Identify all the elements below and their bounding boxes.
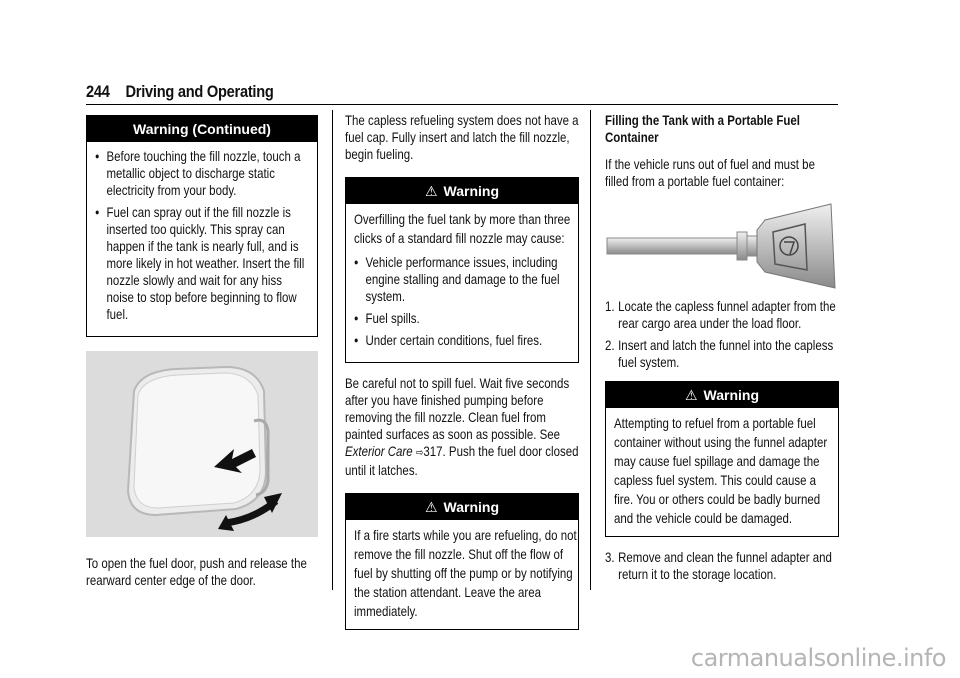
- section-title: Driving and Operating: [125, 82, 274, 101]
- page-number: 244: [86, 82, 110, 101]
- warning-bullet: ● Vehicle performance issues, including engine stalling and damage to the fuel system.: [354, 254, 575, 305]
- header-rule: [86, 104, 838, 105]
- warning-continued-box: [86, 115, 318, 337]
- page-ref-arrow-icon: ⇨: [415, 447, 424, 459]
- warning-portable-text: Attempting to refuel from a portable fuel container without using the funnel adapter may cause fuel spillage and damage the capless fuel system. This could cause a fire. You or others could be badly burned and the vehicle could be damaged.: [614, 415, 828, 526]
- exterior-care-page[interactable]: 317: [423, 443, 443, 459]
- warning-overfill-text: Overfilling the fuel tank by more than three clicks of a standard fill nozzle may cause:: [354, 211, 571, 246]
- warning-bullet: ● Fuel can spray out if the fill nozzle is inserted too quickly. This spray can happen if the tank is nearly full, and is more likely in hot weather. Insert the fill nozzle slowly and wait for any hiss noise to stop before beginning to flow fuel.: [95, 204, 308, 323]
- warning-triangle-icon: ⚠: [424, 499, 438, 515]
- watermark: carmanualsonline.info: [690, 644, 946, 672]
- warning-portable-box: [605, 381, 839, 537]
- warning-triangle-icon: ⚠: [424, 183, 438, 199]
- portable-container-intro: If the vehicle runs out of fuel and must be filled from a portable fuel container:: [605, 156, 815, 189]
- column-divider: [590, 110, 591, 590]
- step-3: 3. Remove and clean the funnel adapter and return it to the storage location.: [605, 549, 832, 582]
- warning-overfill-box: [345, 177, 579, 363]
- page-header: [86, 82, 274, 102]
- warning-fire-box: [345, 493, 579, 630]
- step-1: 1. Locate the capless funnel adapter from the rear cargo area under the load floor.: [605, 298, 836, 331]
- warning-triangle-icon: ⚠: [684, 387, 698, 403]
- warning-fire-text: If a fire starts while you are refueling, do not remove the fill nozzle. Shut off the flow of fuel by shutting off the pump or by notifying the station attendant. Leave the area immediately.: [354, 527, 577, 619]
- portable-container-heading: Filling the Tank with a Portable Fuel Container: [605, 112, 800, 145]
- funnel-adapter-illustration: [605, 200, 839, 290]
- exterior-care-link[interactable]: Exterior Care: [345, 443, 413, 459]
- warning-continued-title: Warning (Continued): [87, 116, 317, 142]
- column-1: [86, 115, 318, 589]
- column-divider: [332, 110, 333, 590]
- column-3: [605, 112, 839, 588]
- step-2: 2. Insert and latch the funnel into the capless fuel system.: [605, 337, 834, 370]
- warning-overfill-title: ⚠ Warning: [346, 178, 578, 204]
- warning-portable-title: ⚠ Warning: [606, 382, 838, 408]
- warning-bullet: ● Under certain conditions, fuel fires.: [354, 332, 575, 349]
- capless-intro: The capless refueling system does not have a fuel cap. Fully insert and latch the fill nozzle, begin fueling.: [345, 112, 579, 162]
- fuel-door-instruction: To open the fuel door, push and release the rearward center edge of the door.: [86, 555, 307, 588]
- column-2: [345, 112, 579, 630]
- spill-paragraph: Be careful not to spill fuel. Wait five seconds after you have finished pumping before removing the fill nozzle. Clean fuel from painted surfaces as soon as possible. See Exterior Care ⇨317. Push the fuel door closed until it latches.: [345, 375, 579, 478]
- fuel-door-illustration: [86, 351, 318, 537]
- warning-bullet: ● Fuel spills.: [354, 310, 575, 327]
- warning-bullet: ● Before touching the fill nozzle, touch a metallic object to discharge static electricity from your body.: [95, 148, 308, 199]
- warning-fire-title: ⚠ Warning: [346, 494, 578, 520]
